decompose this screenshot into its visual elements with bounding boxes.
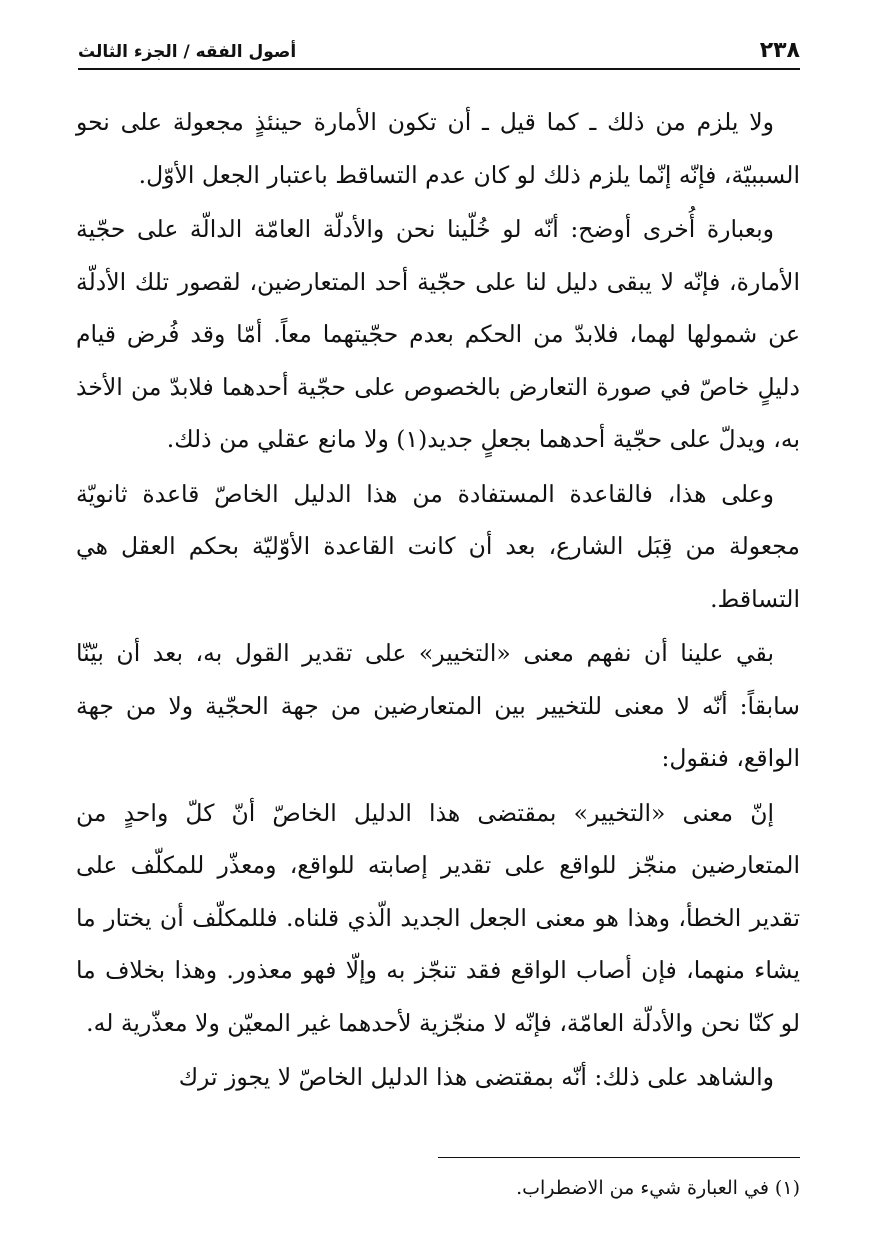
footnote: (١) في العبارة شيء من الاضطراب. [516,1177,800,1199]
paragraph-1: ولا يلزم من ذلك ـ كما قيل ـ أن تكون الأمارة حينئذٍ مجعولة على نحو السببيّة، فإنّه إنّما يلزم ذلك لو كان عدم التساقط باعتبار الجعل الأوّل. [76,108,800,189]
paragraph-2: وبعبارة أُخرى أوضح: أنّه لو خُلّينا نحن والأدلّة العامّة الدالّة على حجّية الأمارة، فإنّه لا يبقى دليل لنا على حجّية أحد المتعارضين، لقصور تلك الأدلّة عن شمولها لهما، فلابدّ من الحكم بعدم حجّيتهما معاً. أمّا وقد فُرض قيام دليلٍ خاصّ في صورة التعارض بالخصوص على حجّية أحدهما فلابدّ من الأخذ به، ويدلّ على حجّية أحدهما بجعلٍ جديد(١) ولا مانع عقلي من ذلك. [76,215,800,453]
paragraph-5: إنّ معنى «التخيير» بمقتضى هذا الدليل الخاصّ أنّ كلّ واحدٍ من المتعارضين منجّز للواقع على تقدير إصابته للواقع، ومعذّر للمكلّف على تقدير الخطأ، وهذا هو معنى الجعل الجديد الّذي قلناه. فللمكلّف أن يختار ما يشاء منهما، فإن أصاب الواقع فقد تنجّز به وإلّا فهو معذور. وهذا بخلاف ما لو كنّا نحن والأدلّة العامّة، فإنّه لا منجّزية لأحدهما غير المعيّن ولا معذّرية له. [76,798,800,1037]
page-body [76,96,800,1104]
running-title: أصول الفقه / الجزء الثالث [78,42,297,62]
paragraph-6: والشاهد على ذلك: أنّه بمقتضى هذا الدليل الخاصّ لا يجوز ترك [178,1063,774,1091]
footnote-separator [438,1157,800,1158]
paragraph-4: بقي علينا أن نفهم معنى «التخيير» على تقدير القول به، بعد أن بيّنّا سابقاً: أنّه لا معنى للتخيير بين المتعارضين من جهة الحجّية ولا من جهة الواقع، فنقول: [76,639,800,772]
page-number: ٢٣٨ [759,38,800,63]
page-header [78,34,800,74]
paragraph-3: وعلى هذا، فالقاعدة المستفادة من هذا الدليل الخاصّ قاعدة ثانويّة مجعولة من قِبَل الشارع، بعد أن كانت القاعدة الأوّليّة بحكم العقل هي التساقط. [76,479,800,613]
header-rule [78,68,800,70]
